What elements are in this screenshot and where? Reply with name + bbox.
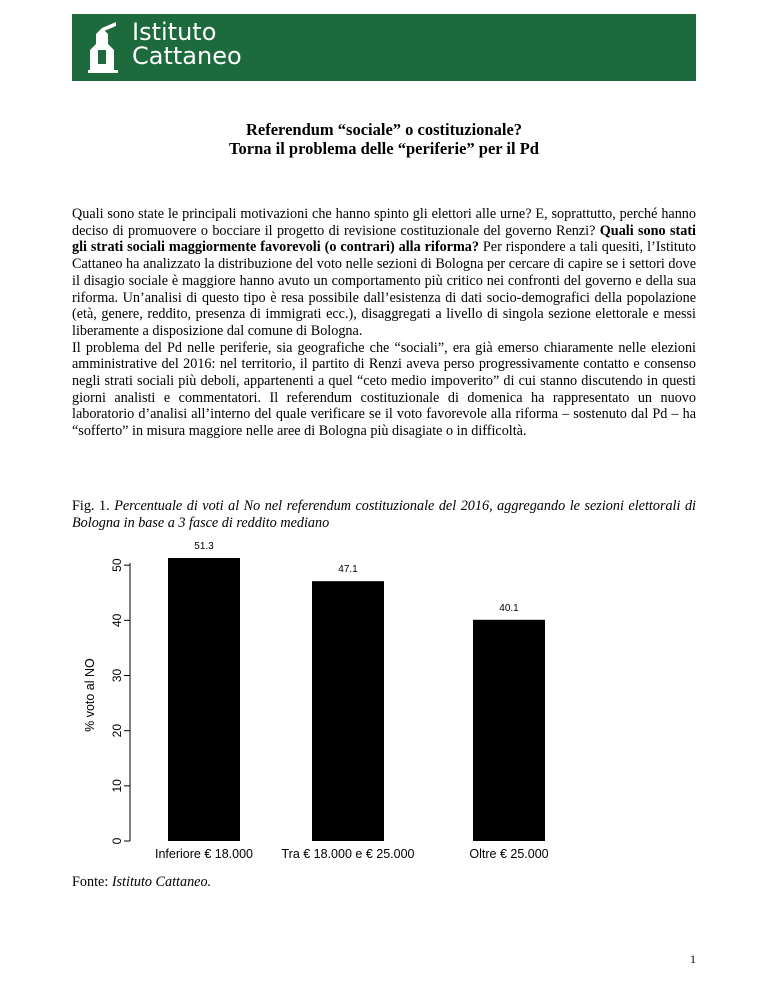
bar-value-label: 40.1	[499, 602, 519, 614]
x-category-label: Inferiore € 18.000	[155, 847, 253, 861]
bar-1	[168, 558, 240, 841]
bar-value-label: 51.3	[194, 541, 214, 552]
x-category-label: Tra € 18.000 e € 25.000	[281, 847, 415, 861]
y-tick-label: 50	[110, 558, 124, 572]
y-tick-label: 0	[110, 837, 124, 845]
bar-3	[473, 620, 545, 841]
y-tick-label: 30	[110, 668, 124, 683]
source-note	[72, 874, 211, 891]
page-number: 1	[690, 952, 696, 966]
y-axis-title: % voto al NO	[83, 658, 97, 732]
paragraph-1-bold: Quali sono stati gli strati sociali maggiormente favorevoli (o contrari) alla riforma?	[72, 222, 696, 256]
y-tick-label: 20	[110, 723, 124, 738]
istituto-cattaneo-logo-icon	[82, 20, 124, 76]
bar-value-label: 47.1	[338, 564, 358, 576]
paragraph-1-intro: Quali sono state le principali motivazioni che hanno spinto gli elettori alle urne? E, soprattutto, perché hanno deciso di promuovere o bocciare il progetto di revisione costituzionale del governo Renzi?	[72, 206, 696, 239]
bar-chart	[72, 532, 592, 868]
header-banner	[72, 14, 696, 81]
document-title	[0, 120, 768, 158]
paragraph-1	[72, 206, 696, 340]
paragraph-1-rest: Per rispondere a tali quesiti, l’Istituto Cattaneo ha analizzato la distribuzione del voto nelle sezioni di Bologna per cercare di capire se i settori dove il disagio sociale è maggiore hanno avuto un comportamento più critico nei confronti del governo e della sua riforma. Un’analisi di questo tipo è resa possibile dall’esistenza di dati socio-demografici della popolazione (età, genere, reddito, presenza di immigrati ecc.), disaggregati a livello di singola sezione elettorale e messi liberamente a disposizione dal comune di Bologna.	[72, 239, 696, 339]
logo-line-2: Cattaneo	[132, 42, 242, 70]
figure-caption	[72, 498, 696, 532]
source-label: Fonte:	[72, 874, 112, 890]
logo-line-1: Istituto	[132, 18, 217, 46]
source-name: Istituto Cattaneo.	[111, 874, 212, 890]
x-category-label: Oltre € 25.000	[469, 847, 549, 861]
y-tick-label: 40	[110, 613, 124, 628]
y-tick-label: 10	[110, 779, 124, 793]
paragraph-2: Il problema del Pd nelle periferie, sia geografiche che “sociali”, era già emerso chiaramente nelle elezioni amministrative del 2016: nel territorio, il partito di Renzi aveva perso progressivamente contatto e consenso negli strati sociali più deboli, appartenenti a quel “ceto medio impoverito” di cui stanno discutendo in questi giorni analisti e commentatori. Il referendum costituzionale di domenica ha rappresentato un nuovo laboratorio d’analisi all’interno del quale verificare se il voto favorevole alla riforma – sostenuto dal Pd – ha “sofferto” in misura maggiore nelle aree di Bologna più disagiate o in difficoltà.	[72, 339, 696, 440]
title-line-2: Torna il problema delle “periferie” per il Pd	[229, 139, 539, 158]
figure-caption-text: Percentuale di voti al No nel referendum costituzionale del 2016, aggregando le sezioni elettorali di Bologna in base a 3 fasce di reddito mediano	[72, 498, 697, 531]
bar-2	[312, 581, 384, 841]
body-text	[72, 206, 696, 440]
title-line-1: Referendum “sociale” o costituzionale?	[245, 120, 523, 139]
logo-wordmark	[132, 20, 242, 68]
figure-label: Fig. 1.	[72, 498, 110, 514]
